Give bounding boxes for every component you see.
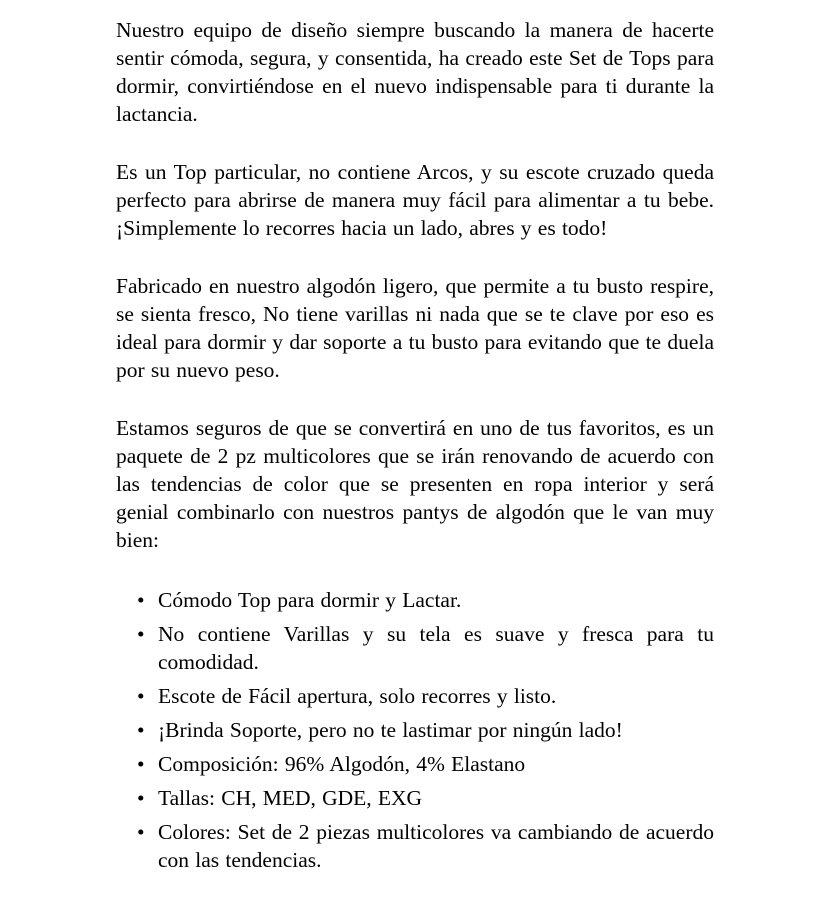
bullet-icon: •: [137, 718, 145, 742]
list-item-text: Cómodo Top para dormir y Lactar.: [158, 588, 462, 612]
bullet-icon: •: [137, 588, 145, 612]
list-item-text: Tallas: CH, MED, GDE, EXG: [158, 786, 423, 810]
paragraph: Estamos seguros de que se convertirá en uno de tus favoritos, es un paquete de 2 pz multicolores que se irán renovando de acuerdo con las tendencias de color que se presenten en ropa interior y será genial combinarlo con nuestros pantys de algodón que le van muy bien:: [116, 416, 714, 552]
feature-bullet-list: [116, 586, 714, 874]
list-item: [116, 682, 714, 710]
list-item: [116, 586, 714, 614]
bullet-icon: •: [137, 786, 145, 810]
list-item-text: Escote de Fácil apertura, solo recorres y listo.: [158, 684, 557, 708]
paragraph: Es un Top particular, no contiene Arcos, y su escote cruzado queda perfecto para abrirse de manera muy fácil para alimentar a tu bebe. ¡Simplemente lo recorres hacia un lado, abres y es todo!: [116, 160, 714, 240]
bullet-icon: •: [137, 820, 145, 844]
list-item: [116, 620, 714, 676]
bullet-icon: •: [137, 752, 145, 776]
paragraph: Nuestro equipo de diseño siempre buscando la manera de hacerte sentir cómoda, segura, y consentida, ha creado este Set de Tops para dormir, convirtiéndose en el nuevo indispensable para ti durante la lactancia.: [116, 18, 714, 126]
list-item: [116, 784, 714, 812]
list-item: [116, 818, 714, 874]
list-item-text: No contiene Varillas y su tela es suave y fresca para tu comodidad.: [158, 622, 714, 674]
list-item: [116, 750, 714, 778]
list-item: [116, 716, 714, 744]
list-item-text: Colores: Set de 2 piezas multicolores va cambiando de acuerdo con las tendencias.: [158, 820, 714, 872]
bullet-icon: •: [137, 684, 145, 708]
paragraph: Fabricado en nuestro algodón ligero, que permite a tu busto respire, se sienta fresco, No tiene varillas ni nada que se te clave por eso es ideal para dormir y dar soporte a tu busto para evitando que te duela por su nuevo peso.: [116, 274, 714, 382]
list-item-text: ¡Brinda Soporte, pero no te lastimar por ningún lado!: [158, 718, 623, 742]
list-item-text: Composición: 96% Algodón, 4% Elastano: [158, 752, 526, 776]
bullet-icon: •: [137, 622, 145, 646]
